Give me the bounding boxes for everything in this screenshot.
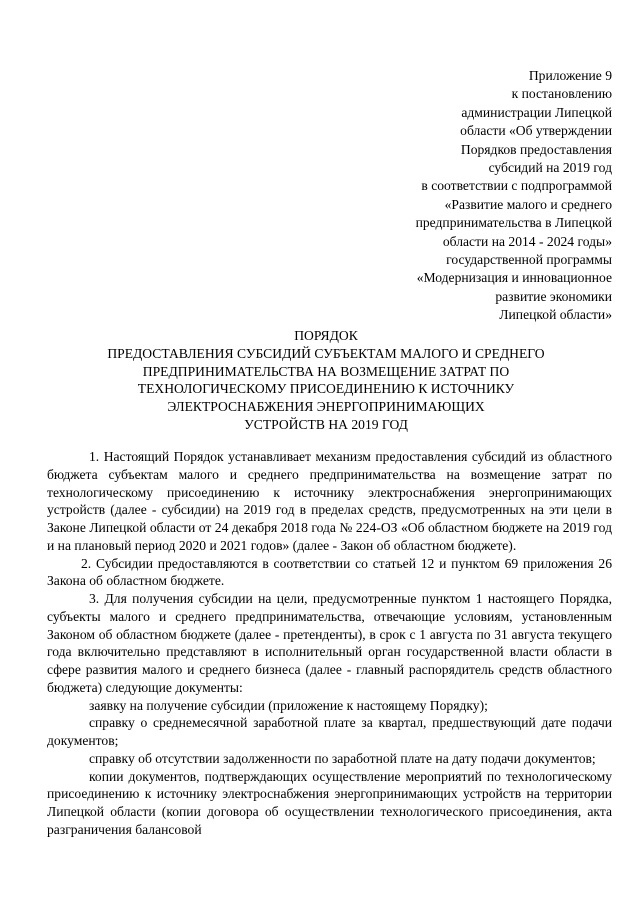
appendix-line: предпринимательства в Липецкой [415, 215, 612, 231]
title-line: ТЕХНОЛОГИЧЕСКОМУ ПРИСОЕДИНЕНИЮ К ИСТОЧНИКУ [137, 381, 515, 397]
list-item-document-copies: копии документов, подтверждающих осуществление мероприятий по технологическому присоединению к источнику электроснабжения энергопринимающих устройств на территории Липецкой области (копии договора об осуществлении технологического присоединения, акта разграничения балансовой [47, 768, 612, 837]
appendix-line: области на 2014 - 2024 годы» [442, 233, 612, 249]
list-item-application: заявку на получение субсидии (приложение к настоящему Порядку); [89, 697, 488, 713]
paragraph-3: 3. Для получения субсидии на цели, предусмотренные пунктом 1 настоящего Порядка, субъекты малого и среднего предпринимательства, отвечающие условиям, установленным Законом об областном бюджете (далее - претенденты), в срок с 1 августа по 31 августа текущего года включительно представляют в исполнительный орган государственной власти области в сфере развития малого и среднего бизнеса (далее - главный распорядитель средств областного бюджета) следующие документы: [47, 591, 612, 695]
appendix-line: Порядков предоставления [460, 141, 612, 157]
paragraph-1: 1. Настоящий Порядок устанавливает механизм предоставления субсидий из областного бюджета субъектам малого и среднего предпринимательства на возмещение затрат по технологическому присоединению к источнику электроснабжения энергопринимающих устройств (далее - субсидии) на 2019 год в пределах средств, предусмотренных на эти цели в Законе Липецкой области от 24 декабря 2018 года № 224-ОЗ «Об областном бюджете на 2019 год и на плановый период 2020 и 2021 годов» (далее - Закон об областном бюджете). [47, 449, 612, 553]
title-line: ЭЛЕКТРОСНАБЖЕНИЯ ЭНЕРГОПРИНИМАЮЩИХ [167, 399, 485, 415]
appendix-line: администрации Липецкой [461, 104, 612, 120]
appendix-line: к постановлению [511, 86, 612, 102]
appendix-line: «Модернизация и инновационное [416, 270, 612, 286]
list-item-salary-certificate: справку о среднемесячной заработной плате за квартал, предшествующий дате подачи документов; [47, 715, 612, 748]
title-line: УСТРОЙСТВ НА 2019 ГОД [244, 416, 408, 432]
paragraph-2: 2. Субсидии предоставляются в соответствии со статьей 12 и пунктом 69 приложения 26 Закона об областном бюджете. [47, 555, 612, 589]
appendix-header [360, 67, 612, 325]
appendix-line: Липецкой области» [499, 307, 612, 323]
title-line: ПРЕДПРИНИМАТЕЛЬСТВА НА ВОЗМЕЩЕНИЕ ЗАТРАТ ПО [142, 363, 510, 379]
title-line: ПОРЯДОК [294, 328, 358, 343]
appendix-line: развитие экономики [495, 288, 612, 304]
appendix-line: «Развитие малого и среднего [444, 196, 612, 212]
list-item-no-debt-certificate: справку об отсутствии задолженности по заработной плате на дату подачи документов; [89, 750, 596, 766]
appendix-line: субсидий на 2019 год [488, 160, 612, 176]
document-body [47, 448, 612, 839]
appendix-line: области «Об утверждении [460, 123, 612, 139]
title-line: ПРЕДОСТАВЛЕНИЯ СУБСИДИЙ СУБЪЕКТАМ МАЛОГО И СРЕДНЕГО [107, 345, 545, 361]
appendix-line: Приложение 9 [528, 68, 612, 83]
appendix-line: в соответствии с подпрограммой [421, 178, 612, 194]
appendix-line: государственной программы [446, 252, 612, 268]
document-title [40, 327, 612, 434]
